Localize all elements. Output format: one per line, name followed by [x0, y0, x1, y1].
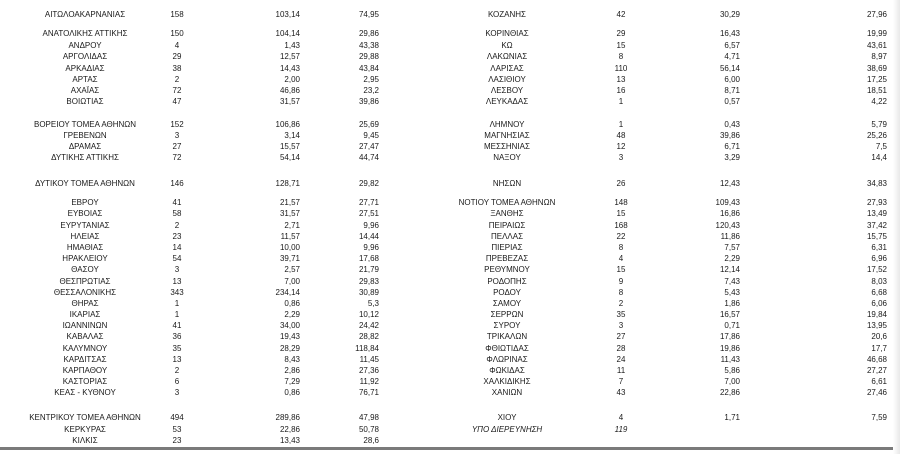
case-count: 2: [618, 299, 624, 308]
value-2: 9,45: [363, 131, 379, 140]
region-name: ΧΑΛΚΙΔΙΚΗΣ: [483, 377, 531, 386]
value-2: 13,95: [866, 321, 887, 330]
value-1: 0,86: [284, 388, 300, 397]
value-2: 39,86: [358, 97, 379, 106]
value-2: 27,47: [358, 142, 379, 151]
value-1: 2,00: [284, 75, 300, 84]
region-name: ΑΧΑΪΑΣ: [70, 86, 100, 95]
region-name: ΚΟΡΙΝΘΙΑΣ: [485, 29, 529, 38]
case-count: 15: [616, 209, 626, 218]
case-count: 146: [170, 179, 184, 188]
value-2: 43,61: [866, 41, 887, 50]
value-2: 27,93: [866, 198, 887, 207]
value-2: 6,06: [871, 299, 887, 308]
value-2: 11,45: [359, 355, 379, 364]
region-name: ΚΩ: [501, 41, 513, 50]
region-name: ΑΡΤΑΣ: [72, 75, 98, 84]
value-1: 120,43: [715, 221, 740, 230]
value-2: 20,6: [871, 332, 887, 341]
page-edge-shadow: [893, 0, 900, 454]
region-name: ΠΕΛΛΑΣ: [490, 232, 524, 241]
value-2: 27,46: [866, 388, 887, 397]
value-1: 2,57: [284, 265, 300, 274]
value-1: 5,86: [724, 366, 740, 375]
value-2: 17,52: [866, 265, 887, 274]
region-name: ΝΟΤΙΟΥ ΤΟΜΕΑ ΑΘΗΝΩΝ: [458, 198, 556, 207]
region-name: ΥΠΟ ΔΙΕΡΕΥΝΗΣΗ: [471, 425, 543, 434]
value-2: 7,5: [875, 142, 887, 151]
value-2: 14,4: [871, 153, 887, 162]
value-1: 8,71: [724, 86, 740, 95]
value-2: 18,51: [866, 86, 887, 95]
case-count: 150: [170, 29, 184, 38]
region-name: ΚΑΒΑΛΑΣ: [66, 332, 104, 341]
case-count: 14: [172, 243, 182, 252]
value-1: 0,71: [724, 321, 740, 330]
region-name: ΠΙΕΡΙΑΣ: [491, 243, 523, 252]
region-name: ΘΑΣΟΥ: [71, 265, 99, 274]
region-name: ΗΜΑΘΙΑΣ: [66, 243, 104, 252]
value-2: 23,2: [363, 86, 379, 95]
value-2: 29,86: [358, 29, 379, 38]
region-name: ΠΡΕΒΕΖΑΣ: [485, 254, 529, 263]
value-1: 16,57: [719, 310, 740, 319]
region-name: ΒΟΡΕΙΟΥ ΤΟΜΕΑ ΑΘΗΝΩΝ: [33, 120, 137, 129]
region-name: ΝΑΞΟΥ: [493, 153, 521, 162]
region-name: ΗΡΑΚΛΕΙΟΥ: [62, 254, 108, 263]
value-1: 4,71: [724, 52, 740, 61]
case-count: 16: [616, 86, 626, 95]
value-1: 6,57: [724, 41, 740, 50]
value-2: 30,89: [358, 288, 379, 297]
case-count: 41: [172, 198, 182, 207]
value-2: 6,61: [871, 377, 887, 386]
region-name: ΙΚΑΡΙΑΣ: [69, 310, 101, 319]
region-name: ΑΡΓΟΛΙΔΑΣ: [62, 52, 108, 61]
value-1: 31,57: [279, 209, 300, 218]
case-count: 2: [174, 75, 180, 84]
value-2: 27,96: [866, 10, 887, 19]
value-2: 14,44: [358, 232, 379, 241]
case-count: 72: [172, 153, 182, 162]
region-name: ΑΝΑΤΟΛΙΚΗΣ ΑΤΤΙΚΗΣ: [42, 29, 128, 38]
case-count: 119: [614, 425, 628, 434]
value-1: 7,00: [724, 377, 740, 386]
case-count: 36: [172, 332, 182, 341]
case-count: 48: [616, 131, 626, 140]
value-1: 7,43: [724, 277, 740, 286]
value-2: 27,36: [358, 366, 379, 375]
value-2: 29,88: [358, 52, 379, 61]
case-count: 15: [616, 41, 626, 50]
case-count: 15: [616, 265, 626, 274]
region-name: ΧΙΟΥ: [497, 413, 517, 422]
case-count: 1: [174, 299, 180, 308]
case-count: 2: [174, 221, 180, 230]
case-count: 1: [174, 310, 180, 319]
case-count: 158: [170, 10, 184, 19]
region-name: ΛΑΚΩΝΙΑΣ: [486, 52, 528, 61]
value-2: 28,6: [363, 436, 379, 445]
value-2: 13,49: [866, 209, 887, 218]
value-1: 21,57: [279, 198, 300, 207]
region-name: ΚΑΡΠΑΘΟΥ: [62, 366, 108, 375]
value-1: 19,86: [719, 344, 740, 353]
region-name: ΚΕΡΚΥΡΑΣ: [64, 425, 106, 434]
value-2: 5,79: [871, 120, 887, 129]
value-1: 2,71: [284, 221, 300, 230]
value-2: 6,96: [871, 254, 887, 263]
value-2: 11,92: [359, 377, 379, 386]
value-2: 25,69: [358, 120, 379, 129]
bottom-rule: [0, 447, 900, 450]
region-name: ΚΙΛΚΙΣ: [72, 436, 98, 445]
value-1: 15,57: [279, 142, 300, 151]
value-1: 0,43: [724, 120, 740, 129]
case-count: 29: [616, 29, 626, 38]
value-1: 31,57: [279, 97, 300, 106]
value-2: 17,25: [866, 75, 887, 84]
region-name: ΑΝΔΡΟΥ: [68, 41, 102, 50]
value-2: 29,82: [358, 179, 379, 188]
value-2: 118,84: [355, 344, 379, 353]
region-name: ΛΕΥΚΑΔΑΣ: [485, 97, 529, 106]
value-1: 0,86: [284, 299, 300, 308]
region-name: ΧΑΝΙΩΝ: [491, 388, 523, 397]
value-2: 76,71: [358, 388, 379, 397]
region-name: ΚΕΑΣ - ΚΥΘΝΟΥ: [54, 388, 116, 397]
value-2: 19,84: [866, 310, 887, 319]
case-count: 23: [172, 232, 182, 241]
value-2: 24,42: [358, 321, 379, 330]
value-1: 56,14: [719, 64, 740, 73]
case-count: 152: [170, 120, 184, 129]
value-1: 6,71: [724, 142, 740, 151]
case-count: 23: [172, 436, 182, 445]
value-2: 27,27: [866, 366, 887, 375]
value-1: 3,29: [724, 153, 740, 162]
value-2: 8,03: [871, 277, 887, 286]
case-count: 53: [172, 425, 182, 434]
value-1: 7,29: [284, 377, 300, 386]
value-2: 21,79: [358, 265, 379, 274]
region-name: ΑΙΤΩΛΟΑΚΑΡΝΑΝΙΑΣ: [44, 10, 126, 19]
value-1: 0,57: [724, 97, 740, 106]
region-name: ΠΕΙΡΑΙΩΣ: [488, 221, 526, 230]
value-2: 27,71: [358, 198, 379, 207]
value-1: 34,00: [279, 321, 300, 330]
case-count: 2: [174, 366, 180, 375]
case-count: 58: [172, 209, 182, 218]
region-name: ΕΒΡΟΥ: [71, 198, 99, 207]
region-name: ΣΥΡΟΥ: [493, 321, 521, 330]
case-count: 4: [618, 254, 624, 263]
case-count: 35: [172, 344, 182, 353]
value-1: 54,14: [279, 153, 300, 162]
case-count: 38: [172, 64, 182, 73]
case-count: 3: [174, 265, 180, 274]
case-count: 54: [172, 254, 182, 263]
value-2: 34,83: [866, 179, 887, 188]
value-2: 43,38: [358, 41, 379, 50]
value-1: 13,43: [279, 436, 300, 445]
region-name: ΛΑΣΙΘΙΟΥ: [488, 75, 526, 84]
case-count: 3: [618, 321, 624, 330]
value-2: 29,83: [358, 277, 379, 286]
case-count: 42: [616, 10, 626, 19]
case-count: 41: [172, 321, 182, 330]
region-name: ΜΑΓΝΗΣΙΑΣ: [484, 131, 530, 140]
case-count: 24: [616, 355, 626, 364]
value-2: 10,12: [358, 310, 379, 319]
region-name: ΣΑΜΟΥ: [492, 299, 522, 308]
value-1: 128,71: [275, 179, 300, 188]
value-1: 11,86: [720, 232, 740, 241]
value-1: 1,71: [724, 413, 740, 422]
case-count: 8: [618, 52, 624, 61]
case-count: 13: [172, 277, 182, 286]
value-1: 10,00: [279, 243, 300, 252]
value-1: 19,43: [279, 332, 300, 341]
value-2: 5,3: [367, 299, 379, 308]
region-name: ΒΟΙΩΤΙΑΣ: [66, 97, 104, 106]
value-2: 7,59: [871, 413, 887, 422]
value-1: 7,00: [284, 277, 300, 286]
value-2: 6,31: [871, 243, 887, 252]
value-1: 2,86: [284, 366, 300, 375]
case-count: 168: [614, 221, 628, 230]
case-count: 1: [618, 120, 624, 129]
case-count: 13: [616, 75, 626, 84]
value-2: 38,69: [866, 64, 887, 73]
case-count: 12: [616, 142, 626, 151]
value-2: 8,97: [871, 52, 887, 61]
value-2: 28,82: [358, 332, 379, 341]
value-1: 30,29: [719, 10, 740, 19]
value-1: 2,29: [284, 310, 300, 319]
value-1: 12,57: [279, 52, 300, 61]
region-name: ΑΡΚΑΔΙΑΣ: [65, 64, 105, 73]
value-2: 2,95: [363, 75, 379, 84]
value-2: 43,84: [358, 64, 379, 73]
value-2: 74,95: [358, 10, 379, 19]
case-count: 22: [616, 232, 626, 241]
region-name: ΔΥΤΙΚΟΥ ΤΟΜΕΑ ΑΘΗΝΩΝ: [35, 179, 135, 188]
case-count: 343: [170, 288, 184, 297]
value-1: 109,43: [715, 198, 740, 207]
value-2: 17,7: [871, 344, 887, 353]
case-count: 27: [616, 332, 626, 341]
region-name: ΔΡΑΜΑΣ: [68, 142, 102, 151]
value-2: 27,51: [358, 209, 379, 218]
value-1: 289,86: [275, 413, 300, 422]
region-name: ΚΑΣΤΟΡΙΑΣ: [62, 377, 108, 386]
value-1: 234,14: [275, 288, 300, 297]
case-count: 72: [172, 86, 182, 95]
case-count: 43: [616, 388, 626, 397]
region-name: ΕΥΒΟΙΑΣ: [67, 209, 103, 218]
value-1: 5,43: [724, 288, 740, 297]
value-1: 7,57: [724, 243, 740, 252]
case-count: 3: [618, 153, 624, 162]
value-2: 4,22: [871, 97, 887, 106]
case-count: 35: [616, 310, 626, 319]
value-1: 46,86: [279, 86, 300, 95]
value-1: 6,00: [724, 75, 740, 84]
value-1: 12,14: [719, 265, 740, 274]
case-count: 27: [172, 142, 182, 151]
region-name: ΞΑΝΘΗΣ: [490, 209, 524, 218]
region-name: ΔΥΤΙΚΗΣ ΑΤΤΙΚΗΣ: [51, 153, 119, 162]
value-2: 15,75: [866, 232, 887, 241]
region-name: ΡΟΔΟΥ: [493, 288, 521, 297]
value-2: 9,96: [363, 243, 379, 252]
value-2: 17,68: [358, 254, 379, 263]
case-count: 8: [618, 243, 624, 252]
value-2: 44,74: [358, 153, 379, 162]
case-count: 28: [616, 344, 626, 353]
case-count: 6: [174, 377, 180, 386]
case-count: 494: [170, 413, 184, 422]
value-2: 50,78: [358, 425, 379, 434]
value-2: 47,98: [358, 413, 379, 422]
value-1: 3,14: [284, 131, 300, 140]
region-name: ΚΟΖΑΝΗΣ: [487, 10, 527, 19]
value-1: 12,43: [719, 179, 740, 188]
value-1: 106,86: [275, 120, 300, 129]
region-name: ΦΘΙΩΤΙΔΑΣ: [485, 344, 529, 353]
value-1: 39,86: [719, 131, 740, 140]
region-name: ΕΥΡΥΤΑΝΙΑΣ: [60, 221, 110, 230]
case-count: 7: [618, 377, 624, 386]
case-count: 3: [174, 388, 180, 397]
region-name: ΚΕΝΤΡΙΚΟΥ ΤΟΜΕΑ ΑΘΗΝΩΝ: [29, 413, 141, 422]
case-count: 9: [618, 277, 624, 286]
value-2: 46,68: [866, 355, 887, 364]
value-1: 22,86: [719, 388, 740, 397]
case-count: 47: [172, 97, 182, 106]
value-1: 11,57: [280, 232, 300, 241]
region-name: ΦΩΚΙΔΑΣ: [489, 366, 525, 375]
value-1: 11,43: [720, 355, 740, 364]
value-2: 6,68: [871, 288, 887, 297]
region-name: ΡΕΘΥΜΝΟΥ: [484, 265, 530, 274]
value-1: 104,14: [275, 29, 300, 38]
value-1: 16,43: [719, 29, 740, 38]
value-1: 1,43: [284, 41, 300, 50]
value-2: 25,26: [866, 131, 887, 140]
value-2: 9,96: [363, 221, 379, 230]
value-1: 17,86: [719, 332, 740, 341]
value-1: 1,86: [724, 299, 740, 308]
value-1: 103,14: [275, 10, 300, 19]
region-name: ΡΟΔΟΠΗΣ: [487, 277, 527, 286]
region-name: ΘΕΣΣΑΛΟΝΙΚΗΣ: [53, 288, 117, 297]
value-1: 2,29: [724, 254, 740, 263]
region-name: ΛΗΜΝΟΥ: [489, 120, 525, 129]
region-name: ΛΑΡΙΣΑΣ: [490, 64, 524, 73]
value-1: 28,29: [279, 344, 300, 353]
case-count: 11: [616, 366, 626, 375]
region-name: ΘΕΣΠΡΩΤΙΑΣ: [59, 277, 111, 286]
region-name: ΚΑΛΥΜΝΟΥ: [62, 344, 108, 353]
case-count: 4: [618, 413, 624, 422]
region-name: ΦΛΩΡΙΝΑΣ: [486, 355, 528, 364]
region-name: ΗΛΕΙΑΣ: [70, 232, 100, 241]
region-name: ΝΗΣΩΝ: [492, 179, 522, 188]
case-count: 13: [172, 355, 182, 364]
value-1: 16,86: [719, 209, 740, 218]
case-count: 8: [618, 288, 624, 297]
case-count: 148: [614, 198, 628, 207]
region-name: ΜΕΣΣΗΝΙΑΣ: [484, 142, 530, 151]
region-name: ΣΕΡΡΩΝ: [490, 310, 524, 319]
case-count: 110: [614, 64, 628, 73]
region-name: ΘΗΡΑΣ: [71, 299, 99, 308]
case-count: 4: [174, 41, 180, 50]
region-name: ΛΕΣΒΟΥ: [490, 86, 524, 95]
value-1: 14,43: [279, 64, 300, 73]
region-name: ΚΑΡΔΙΤΣΑΣ: [63, 355, 107, 364]
region-name: ΤΡΙΚΑΛΩΝ: [486, 332, 528, 341]
region-name: ΓΡΕΒΕΝΩΝ: [63, 131, 107, 140]
value-1: 39,71: [279, 254, 300, 263]
value-2: 19,99: [866, 29, 887, 38]
value-2: 37,42: [866, 221, 887, 230]
case-count: 1: [618, 97, 624, 106]
value-1: 8,43: [284, 355, 300, 364]
case-count: 29: [172, 52, 182, 61]
case-count: 26: [616, 179, 626, 188]
region-name: ΙΩΑΝΝΙΝΩΝ: [62, 321, 108, 330]
case-count: 3: [174, 131, 180, 140]
value-1: 22,86: [279, 425, 300, 434]
